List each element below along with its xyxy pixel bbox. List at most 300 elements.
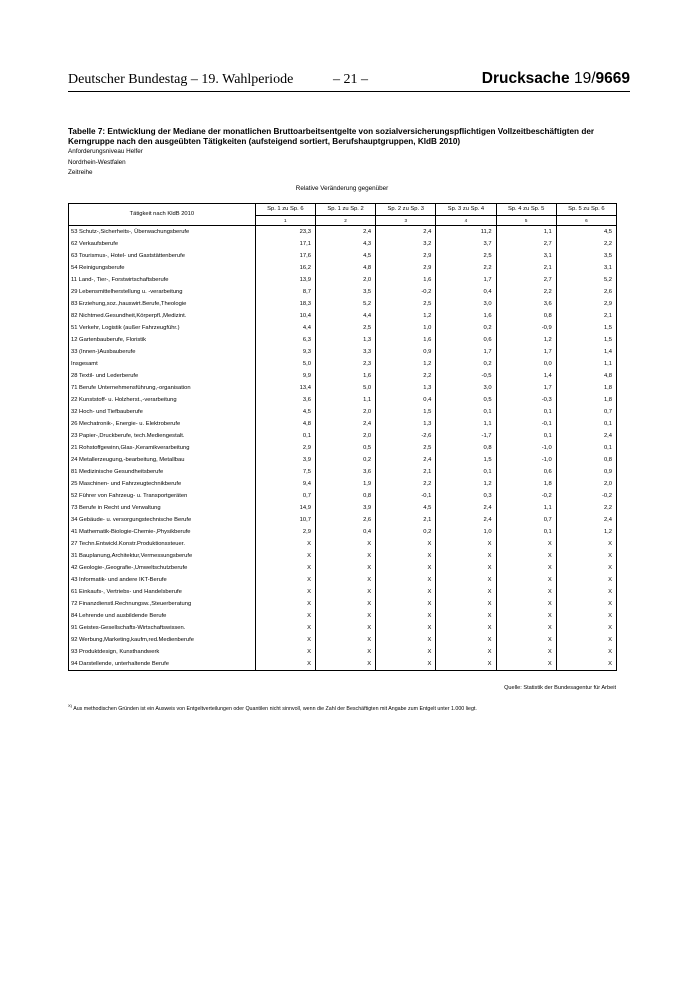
value-cell: 16,2	[255, 262, 315, 274]
occupation-cell: 29 Lebensmittelherstellung u. -verarbeitung	[69, 286, 256, 298]
table-source: Quelle: Statistik der Bundesagentur für Arbeit	[504, 685, 616, 691]
occupation-cell: 62 Verkaufsberufe	[69, 238, 256, 250]
value-cell: 5,2	[315, 298, 375, 310]
value-cell: 2,4	[315, 226, 375, 239]
value-cell: 2,1	[496, 262, 556, 274]
value-cell: 3,0	[436, 298, 496, 310]
value-cell: 2,9	[376, 250, 436, 262]
value-cell: 1,4	[556, 346, 616, 358]
value-cell: 2,3	[315, 358, 375, 370]
value-cell: 2,9	[255, 442, 315, 454]
value-cell: 7,5	[255, 466, 315, 478]
occupation-cell: 81 Medizinische Gesundheitsberufe	[69, 466, 256, 478]
table-row	[69, 562, 617, 574]
value-cell: 0,4	[436, 286, 496, 298]
footnote-mark: X)	[68, 703, 72, 708]
value-cell: X	[496, 574, 556, 586]
value-cell: X	[556, 586, 616, 598]
value-cell: 0,4	[376, 394, 436, 406]
value-cell: -0,9	[496, 322, 556, 334]
value-cell: X	[496, 562, 556, 574]
value-cell: 4,5	[315, 250, 375, 262]
value-cell: X	[556, 538, 616, 550]
value-cell: 0,8	[436, 442, 496, 454]
value-cell: 2,5	[376, 298, 436, 310]
table-row	[69, 454, 617, 466]
table-row	[69, 418, 617, 430]
occupation-cell: 82 Nichtmed.Gesundheit,Körperpfl.,Medizint.	[69, 310, 256, 322]
value-cell: 0,1	[496, 406, 556, 418]
value-cell: X	[496, 658, 556, 671]
occupation-cell: 92 Werbung,Marketing,kaufm,red.Medienberufe	[69, 634, 256, 646]
value-cell: 11,2	[436, 226, 496, 239]
document-label: Drucksache	[481, 70, 570, 87]
value-cell: X	[436, 610, 496, 622]
value-cell: X	[315, 574, 375, 586]
value-cell: X	[376, 538, 436, 550]
column-number: 6	[556, 216, 616, 226]
value-cell: 0,2	[436, 322, 496, 334]
occupation-cell: 33 (Innen-)Ausbauberufe	[69, 346, 256, 358]
value-cell: -1,0	[496, 454, 556, 466]
table-row	[69, 526, 617, 538]
occupation-cell: 63 Tourismus-, Hotel- und Gaststättenberufe	[69, 250, 256, 262]
value-cell: 1,7	[436, 274, 496, 286]
value-cell: 2,2	[556, 502, 616, 514]
value-cell: X	[496, 586, 556, 598]
value-cell: X	[436, 634, 496, 646]
value-cell: X	[376, 574, 436, 586]
value-cell: 3,1	[556, 262, 616, 274]
page-number: – 21 –	[333, 72, 368, 87]
value-cell: 2,6	[315, 514, 375, 526]
value-cell: X	[315, 610, 375, 622]
table-row	[69, 238, 617, 250]
table-row	[69, 382, 617, 394]
header-rule	[68, 91, 630, 92]
value-cell: 3,6	[496, 298, 556, 310]
value-cell: 0,1	[496, 526, 556, 538]
table-row	[69, 310, 617, 322]
value-cell: 4,5	[376, 502, 436, 514]
value-cell: 2,9	[556, 298, 616, 310]
value-cell: 0,2	[376, 526, 436, 538]
value-cell: 10,7	[255, 514, 315, 526]
table-row	[69, 334, 617, 346]
occupation-cell: 61 Einkaufs-, Vertriebs- und Handelsberufe	[69, 586, 256, 598]
occupation-cell: 27 Techn.Entwickl.Konstr.Produktionssteuer.	[69, 538, 256, 550]
occupation-cell: 28 Textil- und Lederberufe	[69, 370, 256, 382]
column-header: Sp. 1 zu Sp. 2	[315, 204, 375, 216]
value-cell: X	[496, 550, 556, 562]
value-cell: X	[376, 658, 436, 671]
occupation-cell: 43 Informatik- und andere IKT-Berufe	[69, 574, 256, 586]
footnote	[68, 703, 628, 712]
value-cell: -0,2	[376, 286, 436, 298]
value-cell: X	[255, 550, 315, 562]
value-cell: 0,1	[436, 466, 496, 478]
value-cell: 0,7	[496, 514, 556, 526]
value-cell: 2,0	[315, 430, 375, 442]
table-row	[69, 226, 617, 239]
value-cell: 1,8	[496, 478, 556, 490]
value-cell: 1,3	[315, 334, 375, 346]
value-cell: 2,2	[496, 286, 556, 298]
value-cell: X	[255, 646, 315, 658]
value-cell: X	[496, 646, 556, 658]
value-cell: X	[376, 610, 436, 622]
occupation-cell: 34 Gebäude- u. versorgungstechnische Berufe	[69, 514, 256, 526]
value-cell: 14,9	[255, 502, 315, 514]
value-cell: 17,1	[255, 238, 315, 250]
value-cell: 2,2	[556, 238, 616, 250]
document-number-prefix: 19/	[573, 70, 596, 87]
page-header	[68, 70, 630, 92]
relative-change-label: Relative Veränderung gegenüber	[295, 185, 389, 192]
value-cell: 1,5	[556, 334, 616, 346]
value-cell: X	[315, 634, 375, 646]
subtitle-level: Anforderungsniveau Helfer	[68, 148, 143, 155]
table-row	[69, 634, 617, 646]
value-cell: X	[436, 658, 496, 671]
value-cell: 1,2	[436, 478, 496, 490]
value-cell: 4,5	[255, 406, 315, 418]
value-cell: 4,4	[255, 322, 315, 334]
column-number: 5	[496, 216, 556, 226]
value-cell: 2,2	[376, 370, 436, 382]
value-cell: X	[315, 646, 375, 658]
value-cell: X	[315, 658, 375, 671]
value-cell: X	[315, 550, 375, 562]
value-cell: 3,2	[376, 238, 436, 250]
value-cell: X	[556, 646, 616, 658]
value-cell: 1,5	[556, 322, 616, 334]
value-cell: 5,0	[255, 358, 315, 370]
value-cell: 0,5	[436, 394, 496, 406]
value-cell: 0,3	[436, 490, 496, 502]
value-cell: X	[255, 562, 315, 574]
value-cell: 0,6	[496, 466, 556, 478]
value-cell: 9,3	[255, 346, 315, 358]
value-cell: X	[496, 610, 556, 622]
value-cell: X	[315, 538, 375, 550]
value-cell: 6,3	[255, 334, 315, 346]
value-cell: -0,2	[556, 490, 616, 502]
table-row	[69, 406, 617, 418]
occupation-cell: 22 Kunststoff- u. Holzherst.,-verarbeitung	[69, 394, 256, 406]
table-row	[69, 478, 617, 490]
occupation-cell: 32 Hoch- und Tiefbauberufe	[69, 406, 256, 418]
value-cell: X	[496, 538, 556, 550]
header-publisher: Deutscher Bundestag – 19. Wahlperiode	[68, 72, 294, 87]
value-cell: 1,8	[556, 394, 616, 406]
occupation-cell: 21 Rohstoffgewinn,Glas-,Keramikverarbeitung	[69, 442, 256, 454]
value-cell: 9,9	[255, 370, 315, 382]
value-cell: X	[255, 574, 315, 586]
value-cell: 2,0	[556, 478, 616, 490]
value-cell: 1,1	[496, 502, 556, 514]
value-cell: 0,1	[556, 442, 616, 454]
value-cell: X	[376, 598, 436, 610]
value-cell: 0,7	[255, 490, 315, 502]
subtitle-region: Nordrhein-Westfalen	[68, 159, 126, 166]
occupation-cell: 23 Papier-,Druckberufe, tech.Mediengestalt.	[69, 430, 256, 442]
value-cell: 2,6	[556, 286, 616, 298]
value-cell: 1,0	[376, 322, 436, 334]
value-cell: 3,9	[315, 502, 375, 514]
value-cell: 4,5	[556, 226, 616, 239]
value-cell: X	[436, 622, 496, 634]
table-row	[69, 502, 617, 514]
value-cell: 0,6	[436, 334, 496, 346]
value-cell: 2,2	[376, 478, 436, 490]
value-cell: 0,7	[556, 406, 616, 418]
value-cell: X	[255, 538, 315, 550]
value-cell: 1,6	[376, 274, 436, 286]
column-header: Sp. 5 zu Sp. 6	[556, 204, 616, 216]
value-cell: 5,2	[556, 274, 616, 286]
value-cell: 1,7	[436, 346, 496, 358]
table-row	[69, 370, 617, 382]
value-cell: 1,9	[315, 478, 375, 490]
value-cell: X	[315, 598, 375, 610]
occupation-cell: 26 Mechatronik-, Energie- u. Elektroberufe	[69, 418, 256, 430]
value-cell: 0,9	[376, 346, 436, 358]
value-cell: 4,8	[255, 418, 315, 430]
table-row	[69, 514, 617, 526]
column-header: Sp. 3 zu Sp. 4	[436, 204, 496, 216]
table-row	[69, 598, 617, 610]
value-cell: 3,6	[315, 466, 375, 478]
column-number: 3	[376, 216, 436, 226]
value-cell: 0,1	[255, 430, 315, 442]
document-number-suffix: 9669	[595, 70, 630, 87]
value-cell: X	[556, 598, 616, 610]
value-cell: 1,6	[436, 310, 496, 322]
table-row	[69, 358, 617, 370]
occupation-cell: 12 Gartenbauberufe, Floristik	[69, 334, 256, 346]
table-row	[69, 538, 617, 550]
occupation-cell: 72 Finanzdienstl.Rechnungsw.,Steuerberatung	[69, 598, 256, 610]
value-cell: 1,1	[436, 418, 496, 430]
table-row	[69, 250, 617, 262]
value-cell: 3,0	[436, 382, 496, 394]
occupation-cell: 25 Maschinen- und Fahrzeugtechnikberufe	[69, 478, 256, 490]
value-cell: X	[376, 634, 436, 646]
value-cell: 8,7	[255, 286, 315, 298]
table-row	[69, 298, 617, 310]
occupation-cell: 41 Mathematik-Biologie-Chemie-,Physikberufe	[69, 526, 256, 538]
value-cell: 4,4	[315, 310, 375, 322]
value-cell: X	[436, 538, 496, 550]
column-header: Sp. 2 zu Sp. 3	[376, 204, 436, 216]
table-row	[69, 466, 617, 478]
value-cell: 1,2	[556, 526, 616, 538]
occupation-cell: 54 Reinigungsberufe	[69, 262, 256, 274]
value-cell: X	[376, 562, 436, 574]
value-cell: 0,4	[315, 526, 375, 538]
value-cell: 2,1	[376, 466, 436, 478]
occupation-cell: 83 Erziehung,soz.,hauswirt.Berufe,Theologie	[69, 298, 256, 310]
value-cell: -1,7	[436, 430, 496, 442]
occupation-cell: 11 Land-, Tier-, Forstwirtschaftsberufe	[69, 274, 256, 286]
value-cell: 0,9	[556, 466, 616, 478]
table-row	[69, 394, 617, 406]
value-cell: 1,4	[496, 370, 556, 382]
value-cell: 4,3	[315, 238, 375, 250]
column-header: Sp. 1 zu Sp. 6	[255, 204, 315, 216]
table-row	[69, 646, 617, 658]
value-cell: X	[255, 610, 315, 622]
value-cell: 0,8	[556, 454, 616, 466]
value-cell: 1,0	[436, 526, 496, 538]
value-cell: 2,4	[315, 418, 375, 430]
value-cell: 3,3	[315, 346, 375, 358]
value-cell: -0,1	[496, 418, 556, 430]
value-cell: 1,6	[376, 334, 436, 346]
occupation-cell: 52 Führer von Fahrzeug- u. Transportgeräten	[69, 490, 256, 502]
value-cell: 0,1	[496, 430, 556, 442]
value-cell: X	[255, 622, 315, 634]
value-cell: 1,8	[556, 382, 616, 394]
value-cell: X	[556, 622, 616, 634]
value-cell: X	[556, 574, 616, 586]
occupation-cell: 84 Lehrende und ausbildende Berufe	[69, 610, 256, 622]
value-cell: 1,2	[376, 310, 436, 322]
occupation-cell: 51 Verkehr, Logistik (außer Fahrzeugführ.)	[69, 322, 256, 334]
value-cell: 17,6	[255, 250, 315, 262]
value-cell: 1,1	[315, 394, 375, 406]
value-cell: 1,3	[376, 418, 436, 430]
value-cell: 2,5	[436, 250, 496, 262]
value-cell: 2,7	[496, 274, 556, 286]
value-cell: 1,7	[496, 346, 556, 358]
value-cell: -0,2	[496, 490, 556, 502]
table-row	[69, 286, 617, 298]
value-cell: 0,1	[556, 418, 616, 430]
table-row	[69, 346, 617, 358]
column-number: 4	[436, 216, 496, 226]
occupation-cell: 24 Metallerzeugung,-bearbeitung, Metallbau	[69, 454, 256, 466]
value-cell: 23,3	[255, 226, 315, 239]
value-cell: 0,5	[315, 442, 375, 454]
table-row	[69, 322, 617, 334]
occupation-cell: 91 Geistes-Gesellschafts-Wirtschaftswissen.	[69, 622, 256, 634]
value-cell: 1,1	[496, 226, 556, 239]
value-cell: X	[436, 586, 496, 598]
value-cell: 13,4	[255, 382, 315, 394]
value-cell: X	[496, 598, 556, 610]
value-cell: 0,2	[436, 358, 496, 370]
value-cell: 18,3	[255, 298, 315, 310]
table-row	[69, 262, 617, 274]
value-cell: -0,3	[496, 394, 556, 406]
occupation-cell: 53 Schutz-,Sicherheits-, Überwachungsberufe	[69, 226, 256, 239]
occupation-cell: 42 Geologie-,Geografie-,Umweltschutzberufe	[69, 562, 256, 574]
value-cell: X	[436, 598, 496, 610]
value-cell: 3,5	[556, 250, 616, 262]
value-cell: 2,9	[255, 526, 315, 538]
value-cell: -2,6	[376, 430, 436, 442]
value-cell: 3,6	[255, 394, 315, 406]
occupation-cell: 73 Berufe in Recht und Verwaltung	[69, 502, 256, 514]
value-cell: -0,5	[436, 370, 496, 382]
occupation-cell: 71 Berufe Unternehmensführung,-organisation	[69, 382, 256, 394]
column-header: Sp. 4 zu Sp. 5	[496, 204, 556, 216]
value-cell: X	[315, 562, 375, 574]
value-cell: X	[556, 550, 616, 562]
table-row	[69, 442, 617, 454]
value-cell: 1,2	[496, 334, 556, 346]
value-cell: X	[496, 634, 556, 646]
column-number: 2	[315, 216, 375, 226]
value-cell: X	[436, 646, 496, 658]
value-cell: 2,0	[315, 274, 375, 286]
value-cell: 3,7	[436, 238, 496, 250]
value-cell: 1,3	[376, 382, 436, 394]
value-cell: X	[436, 562, 496, 574]
value-cell: X	[255, 658, 315, 671]
value-cell: -0,1	[376, 490, 436, 502]
table-row	[69, 490, 617, 502]
value-cell: 1,1	[556, 358, 616, 370]
value-cell: X	[255, 598, 315, 610]
value-cell: X	[496, 622, 556, 634]
value-cell: X	[376, 586, 436, 598]
value-cell: 2,1	[376, 514, 436, 526]
value-cell: X	[255, 634, 315, 646]
table-row	[69, 574, 617, 586]
table-row	[69, 430, 617, 442]
table-title: Tabelle 7: Entwicklung der Mediane der monatlichen Bruttoarbeitsentgelte von sozialversicherungspflichtigen Vollzeitbeschäftigten der Kerngruppe nach den ausgeübten Tätigkeiten (aufsteigend sortiert, Berufshauptgruppen, KldB 2010)	[68, 127, 595, 146]
value-cell: X	[556, 634, 616, 646]
value-cell: X	[376, 646, 436, 658]
value-cell: 0,0	[496, 358, 556, 370]
value-cell: X	[556, 658, 616, 671]
value-cell: X	[436, 550, 496, 562]
value-cell: 3,1	[496, 250, 556, 262]
value-cell: 3,5	[315, 286, 375, 298]
table-body	[69, 226, 617, 671]
occupation-column-header: Tätigkeit nach KldB 2010	[69, 204, 256, 226]
value-cell: 3,9	[255, 454, 315, 466]
value-cell: 2,4	[556, 514, 616, 526]
value-cell: 0,8	[315, 490, 375, 502]
table-row	[69, 586, 617, 598]
document-number	[482, 70, 630, 88]
value-cell: 0,1	[436, 406, 496, 418]
value-cell: 10,4	[255, 310, 315, 322]
value-cell: 1,5	[376, 406, 436, 418]
value-cell: 0,8	[496, 310, 556, 322]
value-cell: 2,4	[376, 454, 436, 466]
value-cell: X	[556, 562, 616, 574]
table-row	[69, 550, 617, 562]
value-cell: 9,4	[255, 478, 315, 490]
occupation-cell: 93 Produktdesign, Kunsthandwerk	[69, 646, 256, 658]
value-cell: 2,4	[436, 514, 496, 526]
value-cell: 2,0	[315, 406, 375, 418]
value-cell: 1,6	[315, 370, 375, 382]
value-cell: X	[315, 622, 375, 634]
value-cell: 5,0	[315, 382, 375, 394]
column-number: 1	[255, 216, 315, 226]
value-cell: 2,2	[436, 262, 496, 274]
value-cell: 1,5	[436, 454, 496, 466]
value-cell: X	[315, 586, 375, 598]
table-row	[69, 610, 617, 622]
value-cell: X	[255, 586, 315, 598]
